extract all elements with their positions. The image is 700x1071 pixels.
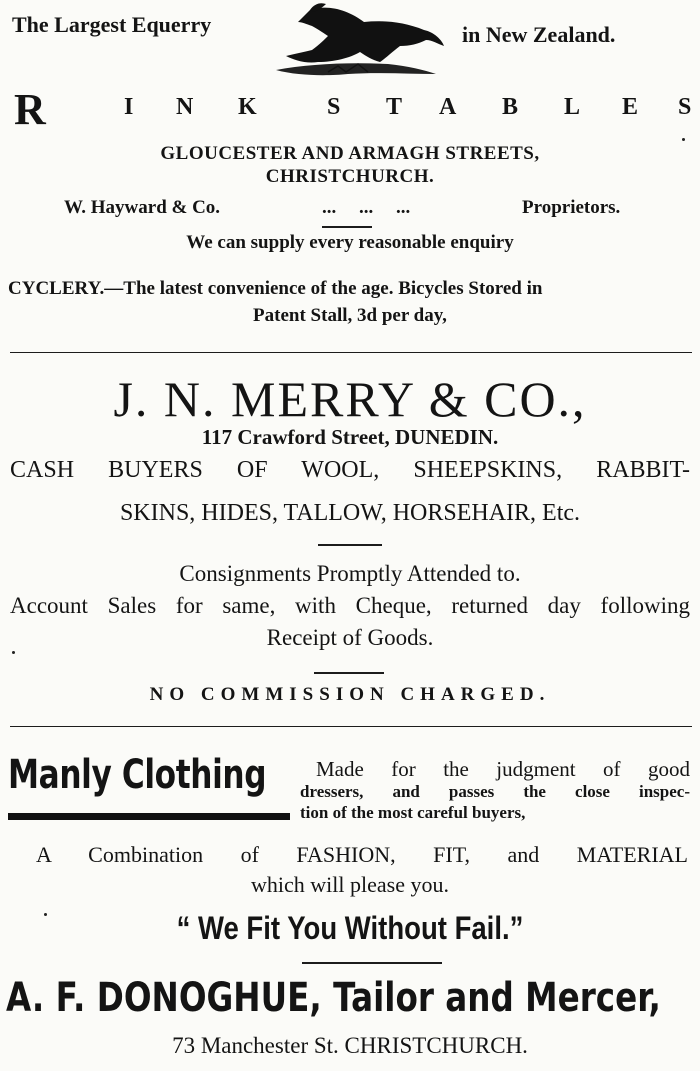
consignments-line: Consignments Promptly Attended to. [179,561,521,586]
stables-streets: GLOUCESTER AND ARMAGH STREETS, [160,143,540,164]
clothing-blurb-line: Made for the judgment of good [316,757,690,781]
donoghue-address: 73 Manchester St. CHRISTCHURCH. [172,1033,528,1058]
supply-line: We can supply every reasonable enquiry [186,232,514,253]
ad-divider [10,726,692,727]
clothing-blurb-line: tion of the most careful buyers, [300,803,526,822]
combination-line-continued: which will please you. [251,872,449,897]
merry-company-name: J. N. MERRY & CO., [113,371,587,427]
no-commission-notice: NO COMMISSION CHARGED. [149,684,551,705]
proprietor-firm: W. Hayward & Co. [64,197,221,218]
short-divider [322,226,372,228]
manly-clothing-heading: Manly Clothing [8,752,267,798]
short-divider [318,544,382,546]
title-letter: N [176,94,194,120]
tagline-left: The Largest Equerry [12,12,212,37]
print-speck [44,913,47,916]
cyclery-line-continued: Patent Stall, 3d per day, [253,305,447,326]
galloping-horse-icon [268,0,448,84]
cyclery-line: CYCLERY.—The latest convenience of the age. Bicycles Stored in [8,278,543,299]
title-letter: A [439,94,457,120]
tagline-right: in New Zealand. [462,22,616,47]
ad-divider [10,352,692,353]
clothing-blurb-line: dressers, and passes the close inspec- [300,782,690,801]
cash-buyers-line: CASH BUYERS OF WOOL, SHEEPSKINS, RABBIT- [10,457,690,483]
title-letter: R [14,85,46,134]
short-divider [302,962,442,964]
donoghue-business-name: A. F. DONOGHUE, Tailor and Mercer, [6,975,661,1021]
slogan: “ We Fit You Without Fail.” [176,910,524,946]
proprietor-role: Proprietors. [522,197,621,218]
heading-underline-bar [8,813,290,820]
stables-city: CHRISTCHURCH. [265,166,435,187]
title-letter: T [386,94,403,120]
receipt-line: Receipt of Goods. [266,625,434,650]
title-letter: S [327,94,341,120]
cash-buyers-line-continued: SKINS, HIDES, TALLOW, HORSEHAIR, Etc. [119,500,581,526]
title-letter: S [678,94,692,120]
title-letter: I [124,94,134,120]
title-letter: K [238,94,257,120]
print-speck [12,651,15,654]
title-letter: E [622,94,639,120]
short-divider [314,672,384,674]
title-letter: L [564,94,581,120]
title-letter: B [502,94,519,120]
account-sales-line: Account Sales for same, with Cheque, returned day following [10,593,690,618]
print-speck [682,138,685,141]
combination-line: A Combination of FASHION, FIT, and MATERIAL [36,842,688,867]
merry-address: 117 Crawford Street, DUNEDIN. [201,425,499,449]
proprietor-leader-dots: ... ... ... [322,197,411,218]
